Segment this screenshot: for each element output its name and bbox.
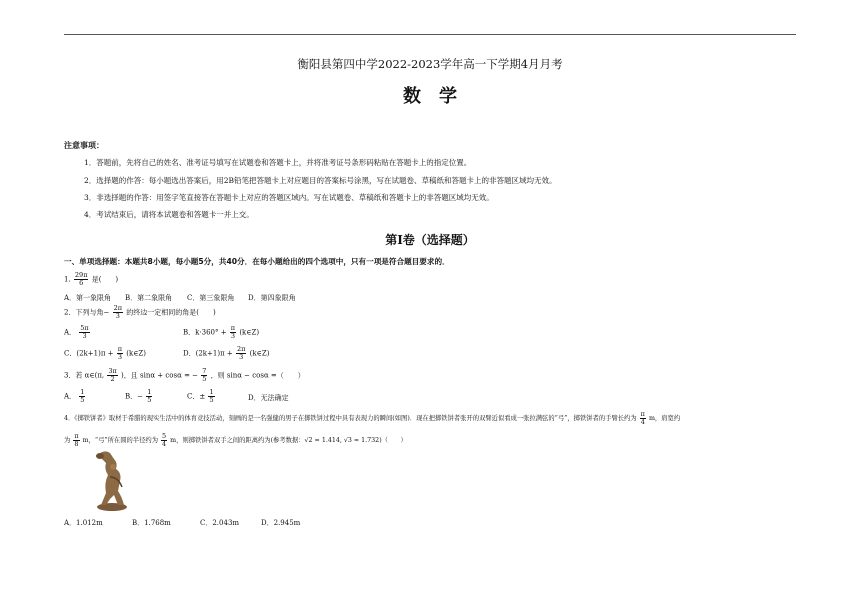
fraction [201,368,207,383]
question-text: 为 [64,437,71,444]
fraction-numerator: π [117,345,123,353]
section-title: 第Ⅰ卷（选择题） [385,233,475,247]
fraction [161,433,167,448]
fraction-numerator: 5 [162,432,167,440]
option-d: D．第四象限角 [248,294,296,302]
minus-sign: − [103,308,110,317]
fraction [117,346,123,361]
fraction-denominator: 5 [147,396,152,404]
option-c: C．2.043m [200,519,240,527]
notice-item: 2．选择题的作答：每小题选出答案后，用2B铅笔把答题卡上对应题目的答案标号涂黑，写在试题卷、草稿纸和答题卡上的非答题区域均无效。 [84,176,557,185]
question-text: 4．《掷铁饼者》取材于希腊的现实生活中的体育竞技活动，刻画的是一名强健的男子在掷铁饼过程中具有表现力的瞬间(如图)．现在把掷铁饼者张开的双臂近似看成一张拉满弦的“弓”，掷铁饼者的手臂长约为 [64,415,637,422]
fraction-denominator: 3 [230,332,235,340]
fraction-numerator: π [640,410,645,418]
option-d [183,346,269,361]
fraction-denominator: 2 [110,375,115,383]
option-b: B．1.768m [132,519,171,527]
fraction-denominator: 4 [162,440,167,448]
option-b [125,389,153,404]
question-text: 2．下列与角 [64,308,104,317]
fraction-numerator: 1 [80,388,85,396]
fraction-numerator: 7 [202,367,207,375]
fraction [74,272,89,287]
option-label: C．(2k+1)π + [64,349,114,358]
fraction-denominator: 6 [79,279,84,287]
option-text: (k∈Z) [126,349,147,358]
notice-heading: 注意事项： [64,141,104,150]
question-text: 是( ) [91,275,119,284]
fraction-denominator: 3 [239,353,244,361]
option-label: B．k·360° + [183,328,227,337]
question-4-line-1 [64,411,680,426]
question-text: 的终边一定相同的角是( ) [126,308,216,317]
option-label: A． [64,392,77,401]
fraction-denominator: 4 [640,418,645,426]
fraction [79,325,89,340]
fraction-denominator: 5 [202,375,207,383]
question-text: m，肩宽约 [648,415,681,422]
fraction [79,389,85,404]
fraction [236,346,246,361]
fraction [107,368,117,383]
option-text: (k∈Z) [249,349,270,358]
fraction [113,305,123,320]
question-text: m，“弓”所在圆的半径约为 [82,437,158,444]
discus-thrower-statue-image [92,447,132,512]
option-text: (k∈Z) [239,328,260,337]
option-label: B．− [125,392,144,401]
question-text: ，则 sinα − cosα =（ ） [210,371,305,380]
option-a [64,389,86,404]
notice-item: 1．答题前，先将自己的姓名、准考证号填写在试题卷和答题卡上，并将准考证号条形码粘贴在答题卡上的指定位置。 [84,158,472,167]
option-a: A．第一象限角 [64,294,112,302]
question-text: m，则掷铁饼者双手之间的距离约为(参考数据：√2 ≈ 1.414, √3 ≈ 1.732)（ ） [170,437,407,444]
notice-item: 3．非选择题的作答：用签字笔直接答在答题卡上对应的答题区域内。写在试题卷、草稿纸和答题卡上的非答题区域均无效。 [84,193,494,202]
option-b: B．第二象限角 [125,294,173,302]
fraction-numerator: 29π [74,271,88,279]
fraction-numerator: 2π [237,345,246,353]
fraction-numerator: 3π [108,367,117,375]
question-3 [64,368,305,383]
option-c [187,389,216,404]
option-b [183,325,259,340]
option-d: D．2.945m [261,519,301,527]
fraction-denominator: 3 [82,332,87,340]
fraction [230,325,236,340]
option-label: A． [64,328,77,337]
fraction-denominator: 8 [74,440,79,448]
part-heading: 一、单项选择题：本题共8小题，每小题5分，共40分．在每小题给出的四个选项中，只有一项是符合题目要求的． [64,257,450,266]
subject-title: 数学 [403,86,475,107]
fraction-denominator: 3 [115,312,120,320]
question-1 [64,272,118,287]
fraction [208,389,214,404]
question-4-line-2 [64,433,407,448]
fraction [146,389,152,404]
fraction-denominator: 3 [117,353,122,361]
fraction [640,411,646,426]
fraction-denominator: 5 [80,396,85,404]
fraction-numerator: 1 [147,388,152,396]
notice-item: 4．考试结束后，请将本试题卷和答题卡一并上交。 [84,210,254,219]
fraction-numerator: π [230,324,236,332]
option-a: A．1.012m [64,519,103,527]
question-text: 3．若 α∈(π, [64,371,105,380]
fraction [73,433,79,448]
option-c: C．第三象限角 [187,294,235,302]
fraction-numerator: 1 [209,388,214,396]
question-number: 1. [64,275,71,284]
fraction-numerator: π [74,432,79,440]
fraction-numerator: 2π [113,304,122,312]
option-a [64,325,91,340]
question-text: )，且 sinα + cosα = − [121,371,199,380]
header-rule [64,34,796,35]
fraction-denominator: 5 [209,396,214,404]
option-label: D．(2k+1)π + [183,349,233,358]
option-c [64,346,146,361]
question-2 [64,305,216,320]
option-d: D．无法确定 [248,394,289,402]
option-label: C．± [187,392,206,401]
fraction-numerator: 5π [80,324,89,332]
exam-title: 衡阳县第四中学2022-2023学年高一下学期4月月考 [297,57,563,71]
